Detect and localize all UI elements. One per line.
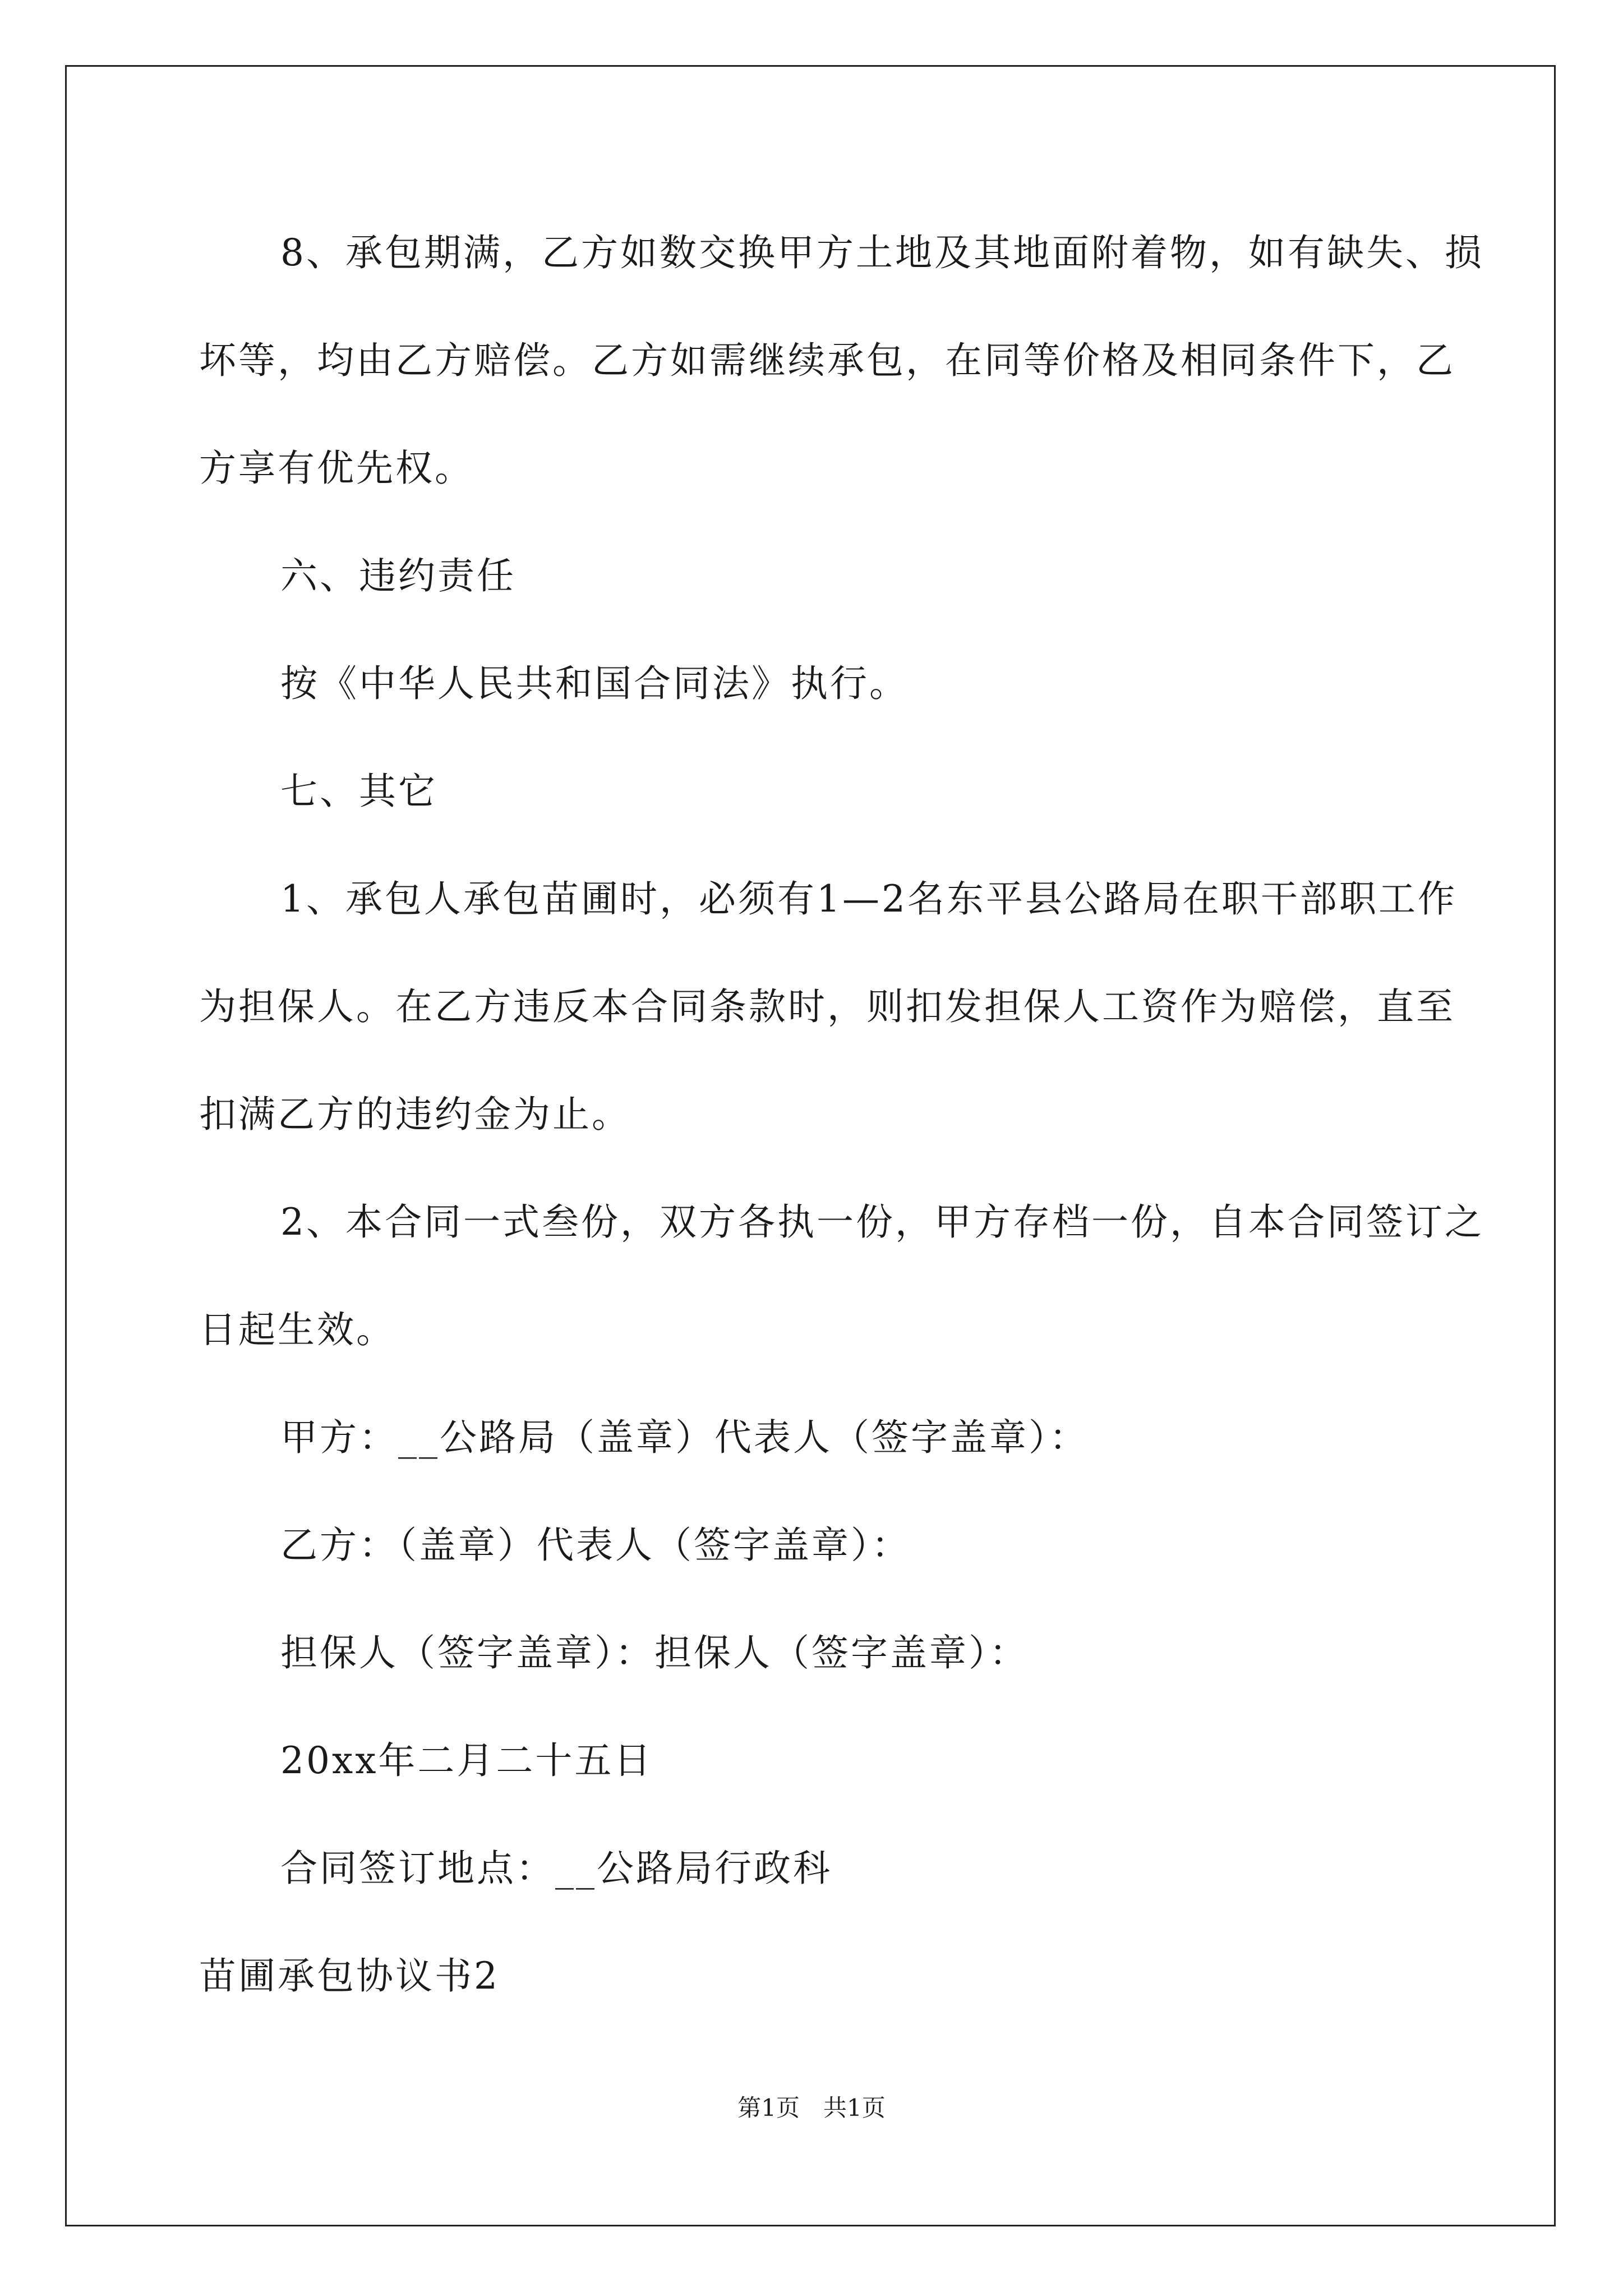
guarantor-signatures: 担保人（签字盖章）：担保人（签字盖章）： [280,1631,1029,1674]
party-b-signature: 乙方：（盖章）代表人（签字盖章）： [280,1524,911,1567]
signing-date: 20xx年二月二十五日 [280,1739,653,1782]
section-title: 苗圃承包协议书2 [199,1954,500,1998]
paragraph-copies: 2、本合同一式叁份，双方各执一份，甲方存档一份，自本合同签订之日起生效。 [199,1200,1484,1351]
document-body [199,199,1489,2030]
paragraph-clause-8: 8、承包期满，乙方如数交换甲方土地及其地面附着物，如有缺失、损坏等，均由乙方赔偿。乙方如需继续承包，在同等价格及相同条件下，乙方享有优先权。 [199,231,1484,490]
paragraph-contract-law: 按《中华人民共和国合同法》执行。 [280,662,909,705]
paragraph-guarantor: 1、承包人承包苗圃时，必须有1—2名东平县公路局在职干部职工作为担保人。在乙方违反本合同条款时，则扣发担保人工资作为赔偿，直至扣满乙方的违约金为止。 [199,877,1457,1136]
signing-location: 合同签订地点：__公路局行政科 [280,1847,832,1890]
page-footer: 第1页 共1页 [737,2094,886,2122]
heading-other: 七、其它 [280,770,437,813]
heading-breach-liability: 六、违约责任 [280,554,516,597]
party-a-signature: 甲方：__公路局（盖章）代表人（签字盖章）： [280,1416,1089,1459]
